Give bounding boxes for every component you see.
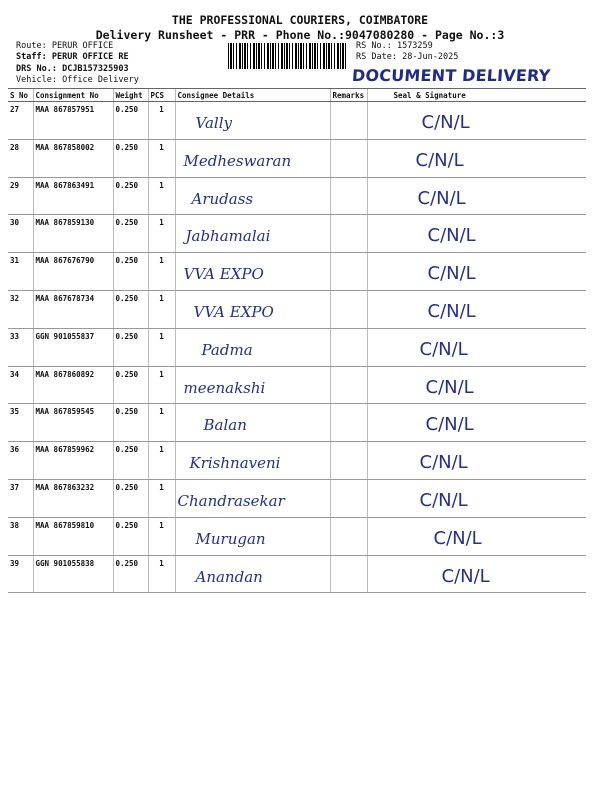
cell-pcs: 1	[148, 442, 175, 480]
runsheet-subtitle: Delivery Runsheet - PRR - Phone No.:9047080280 - Page No.:3	[95, 28, 505, 42]
cell-sno: 37	[8, 479, 33, 517]
staff-value: PERUR OFFICE RE	[51, 52, 129, 62]
table-row	[8, 442, 586, 480]
drs-line	[16, 64, 129, 75]
table-row	[8, 215, 586, 253]
cell-consignment-no: GGN 901055837	[33, 328, 113, 366]
cell-remarks	[330, 102, 367, 140]
cell-seal-signature	[367, 479, 586, 517]
cell-seal-signature	[367, 404, 586, 442]
cell-pcs: 1	[148, 253, 175, 291]
cell-weight: 0.250	[113, 102, 148, 140]
seal-signature-text: C/N/L	[419, 489, 468, 511]
cell-consignment-no: MAA 867676790	[33, 253, 113, 291]
cell-seal-signature	[367, 102, 586, 140]
seal-signature-text: C/N/L	[421, 112, 470, 133]
cell-consignee: Arudass	[175, 177, 330, 215]
drs-label: DRS No.:	[16, 64, 57, 74]
cell-consignee: Anandan	[175, 555, 330, 593]
table-row	[8, 253, 586, 291]
cell-consignment-no: MAA 867859130	[33, 215, 113, 253]
cell-weight: 0.250	[113, 555, 148, 593]
table-row	[8, 517, 586, 555]
barcode	[228, 43, 348, 69]
cell-remarks	[330, 215, 367, 253]
route-label: Route:	[16, 41, 47, 51]
seal-signature-text: C/N/L	[433, 527, 482, 549]
cell-sno: 27	[8, 102, 33, 140]
cell-seal-signature	[367, 442, 586, 480]
seal-signature-text: C/N/L	[427, 300, 476, 322]
company-title: THE PROFESSIONAL COURIERS, COIMBATORE	[171, 13, 429, 27]
rs-no-line	[356, 41, 433, 52]
cell-consignee: VVA EXPO	[175, 290, 330, 328]
cell-sno: 31	[8, 253, 33, 291]
vehicle-value: Office Delivery	[62, 75, 139, 85]
cell-consignee: Krishnaveni	[175, 442, 330, 480]
cell-weight: 0.250	[113, 139, 148, 177]
cell-pcs: 1	[148, 139, 175, 177]
cell-seal-signature	[367, 328, 586, 366]
col-header-weight: Weight	[113, 89, 148, 102]
rs-date-label: RS Date:	[356, 52, 397, 62]
col-header-consignee: Consignee Details	[175, 89, 330, 102]
cell-seal-signature	[367, 517, 586, 555]
rs-date-line	[356, 52, 458, 63]
cell-pcs: 1	[148, 215, 175, 253]
cell-consignment-no: MAA 867859545	[33, 404, 113, 442]
cell-remarks	[330, 177, 367, 215]
route-line	[16, 41, 113, 52]
table-header-row	[8, 89, 586, 102]
cell-consignment-no: MAA 867858002	[33, 139, 113, 177]
cell-weight: 0.250	[113, 215, 148, 253]
cell-seal-signature	[367, 177, 586, 215]
cell-consignee: Balan	[175, 404, 330, 442]
cell-consignee: Medheswaran	[175, 139, 330, 177]
col-header-seal: Seal & Signature	[367, 89, 586, 102]
seal-signature-text: C/N/L	[425, 414, 474, 436]
cell-pcs: 1	[148, 102, 175, 140]
cell-consignment-no: MAA 867678734	[33, 290, 113, 328]
cell-consignment-no: MAA 867859810	[33, 517, 113, 555]
cell-remarks	[330, 555, 367, 593]
seal-signature-text: C/N/L	[441, 565, 490, 587]
cell-pcs: 1	[148, 479, 175, 517]
table-row	[8, 290, 586, 328]
cell-consignee: Chandrasekar	[175, 479, 330, 517]
table-row	[8, 555, 586, 593]
cell-pcs: 1	[148, 517, 175, 555]
cell-pcs: 1	[148, 555, 175, 593]
cell-pcs: 1	[148, 328, 175, 366]
cell-consignee: Padma	[175, 328, 330, 366]
vehicle-label: Vehicle:	[16, 75, 57, 85]
cell-consignment-no: GGN 901055838	[33, 555, 113, 593]
vehicle-line	[16, 75, 139, 86]
cell-remarks	[330, 328, 367, 366]
cell-remarks	[330, 253, 367, 291]
table-row	[8, 404, 586, 442]
rs-no-value: 1573259	[396, 41, 433, 51]
cell-weight: 0.250	[113, 479, 148, 517]
cell-sno: 29	[8, 177, 33, 215]
seal-signature-text: C/N/L	[419, 338, 468, 360]
cell-sno: 39	[8, 555, 33, 593]
rs-no-label: RS No.:	[356, 41, 392, 51]
cell-weight: 0.250	[113, 404, 148, 442]
cell-weight: 0.250	[113, 366, 148, 404]
cell-sno: 34	[8, 366, 33, 404]
seal-signature-text: C/N/L	[419, 452, 468, 474]
drs-value: DCJB157325903	[62, 64, 129, 74]
cell-seal-signature	[367, 290, 586, 328]
table-row	[8, 328, 586, 366]
seal-signature-text: C/N/L	[427, 263, 476, 285]
staff-label: Staff:	[16, 52, 47, 62]
cell-seal-signature	[367, 253, 586, 291]
table-row	[8, 177, 586, 215]
table-row	[8, 366, 586, 404]
cell-weight: 0.250	[113, 517, 148, 555]
cell-remarks	[330, 442, 367, 480]
cell-remarks	[330, 517, 367, 555]
cell-remarks	[330, 404, 367, 442]
cell-pcs: 1	[148, 366, 175, 404]
cell-remarks	[330, 366, 367, 404]
seal-signature-text: C/N/L	[415, 149, 464, 171]
cell-weight: 0.250	[113, 442, 148, 480]
cell-consignee: Murugan	[175, 517, 330, 555]
cell-consignee: VVA EXPO	[175, 253, 330, 291]
cell-sno: 30	[8, 215, 33, 253]
cell-consignment-no: MAA 867860892	[33, 366, 113, 404]
cell-sno: 33	[8, 328, 33, 366]
cell-consignee: Jabhamalai	[175, 215, 330, 253]
cell-weight: 0.250	[113, 328, 148, 366]
cell-remarks	[330, 139, 367, 177]
rs-date-value: 28-Jun-2025	[402, 52, 459, 62]
cell-consignment-no: MAA 867857951	[33, 102, 113, 140]
seal-signature-text: C/N/L	[427, 225, 476, 247]
cell-seal-signature	[367, 555, 586, 593]
cell-remarks	[330, 479, 367, 517]
runsheet-table	[8, 88, 586, 593]
cell-remarks	[330, 290, 367, 328]
table-row	[8, 479, 586, 517]
seal-signature-text: C/N/L	[417, 187, 466, 209]
cell-sno: 36	[8, 442, 33, 480]
cell-seal-signature	[367, 366, 586, 404]
cell-pcs: 1	[148, 404, 175, 442]
cell-consignment-no: MAA 867863491	[33, 177, 113, 215]
cell-weight: 0.250	[113, 177, 148, 215]
cell-sno: 28	[8, 139, 33, 177]
col-header-sno: S No	[8, 89, 33, 102]
cell-seal-signature	[367, 215, 586, 253]
cell-sno: 38	[8, 517, 33, 555]
col-header-remarks: Remarks	[330, 89, 367, 102]
document-delivery-stamp: DOCUMENT DELIVERY	[351, 66, 552, 85]
cell-pcs: 1	[148, 290, 175, 328]
route-value: PERUR OFFICE	[51, 41, 114, 51]
staff-line	[16, 52, 129, 63]
cell-consignment-no: MAA 867859962	[33, 442, 113, 480]
cell-consignee: Vally	[175, 102, 330, 140]
col-header-pcs: PCS	[148, 89, 175, 102]
cell-consignee: meenakshi	[175, 366, 330, 404]
cell-seal-signature	[367, 139, 586, 177]
seal-signature-text: C/N/L	[425, 376, 474, 398]
cell-weight: 0.250	[113, 253, 148, 291]
cell-sno: 35	[8, 404, 33, 442]
cell-sno: 32	[8, 290, 33, 328]
cell-pcs: 1	[148, 177, 175, 215]
table-row	[8, 139, 586, 177]
cell-weight: 0.250	[113, 290, 148, 328]
col-header-consignment: Consignment No	[33, 89, 113, 102]
table-row	[8, 102, 586, 140]
cell-consignment-no: MAA 867863232	[33, 479, 113, 517]
